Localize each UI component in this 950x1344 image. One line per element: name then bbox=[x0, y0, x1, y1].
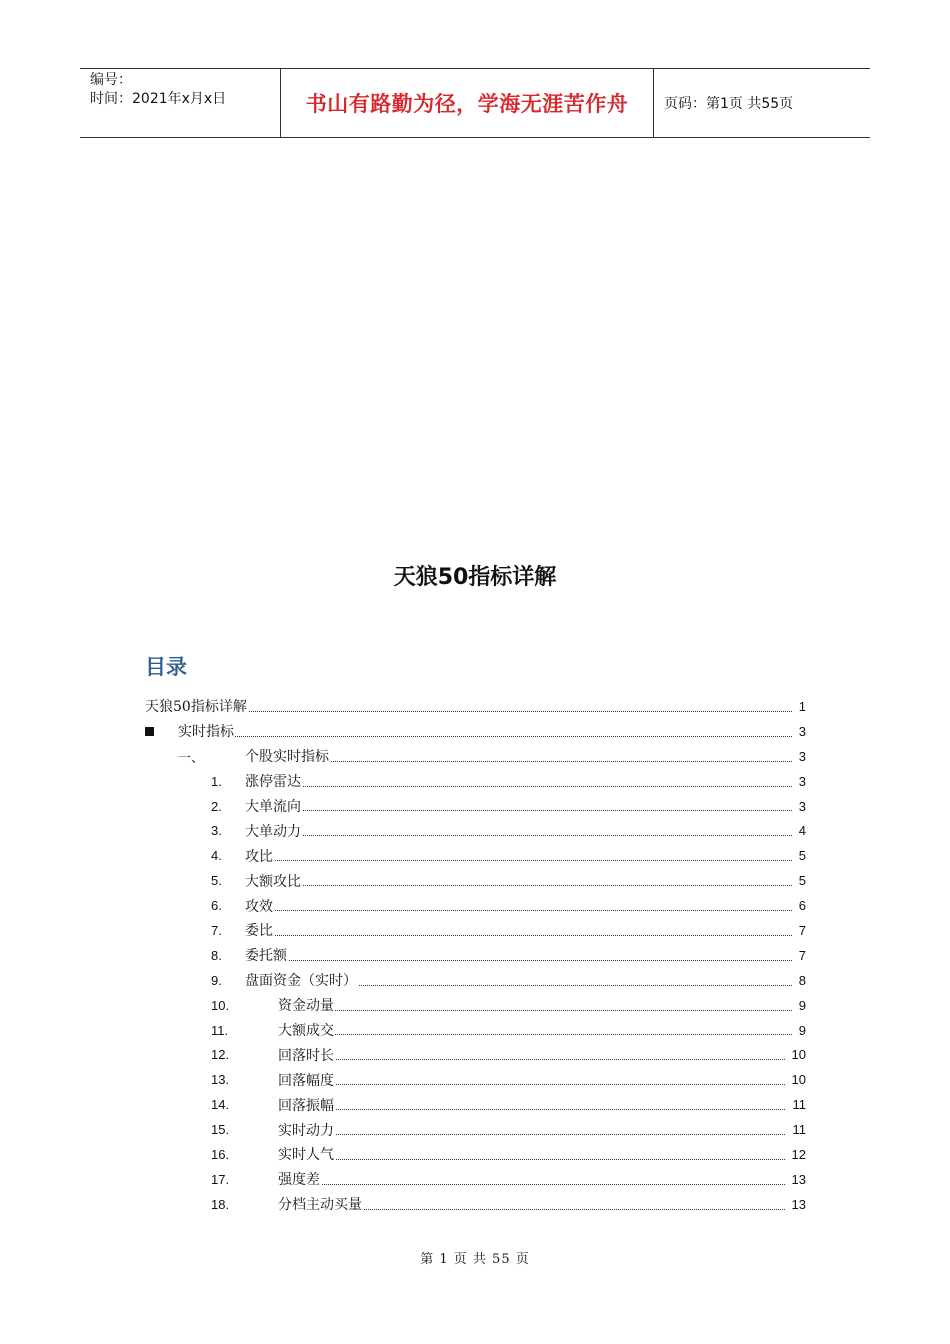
toc-entry-number: 3. bbox=[211, 823, 222, 839]
toc-entry-label: 回落振幅 bbox=[278, 1095, 335, 1115]
toc-entry-page: 5 bbox=[798, 848, 806, 864]
page-footer: 第 1 页 共 55 页 bbox=[420, 1252, 530, 1267]
toc-entry[interactable] bbox=[145, 968, 806, 993]
toc-entry-page: 11 bbox=[792, 1097, 806, 1113]
toc-entry-number: 13. bbox=[211, 1072, 230, 1088]
document-title: 天狼50指标详解 bbox=[393, 565, 557, 590]
toc-entry-label: 个股实时指标 bbox=[245, 746, 330, 766]
table-of-contents bbox=[145, 694, 806, 1217]
toc-leader-dots bbox=[245, 835, 792, 836]
toc-entry-label: 回落幅度 bbox=[278, 1070, 335, 1090]
toc-entry-number: 一、 bbox=[178, 750, 205, 766]
toc-entry-page: 3 bbox=[798, 723, 806, 739]
toc-entry-label: 攻效 bbox=[245, 896, 274, 916]
header-page-code: 页码：第1页 共55页 bbox=[664, 96, 794, 112]
toc-entry[interactable] bbox=[145, 769, 806, 794]
toc-entry-number: 2. bbox=[211, 798, 222, 814]
toc-entry-label: 天狼50指标详解 bbox=[145, 696, 248, 716]
toc-entry-label: 资金动量 bbox=[278, 995, 335, 1015]
toc-entry-number: 1. bbox=[211, 773, 222, 789]
toc-entry-page: 1 bbox=[798, 698, 806, 714]
toc-entry-number: 5. bbox=[211, 873, 222, 889]
toc-entry-number: 17. bbox=[211, 1171, 230, 1187]
toc-entry-number: 16. bbox=[211, 1146, 230, 1162]
toc-entry[interactable] bbox=[145, 843, 806, 868]
toc-entry-label: 攻比 bbox=[245, 846, 274, 866]
toc-entry-number: 7. bbox=[211, 922, 222, 938]
toc-entry-number: 8. bbox=[211, 947, 222, 963]
toc-entry-label: 强度差 bbox=[278, 1169, 321, 1189]
toc-entry-label: 实时动力 bbox=[278, 1120, 335, 1140]
toc-entry-label: 委比 bbox=[245, 920, 274, 940]
toc-entry-number: 11. bbox=[211, 1022, 229, 1038]
toc-leader-dots bbox=[278, 1159, 785, 1160]
toc-leader-dots bbox=[245, 910, 792, 911]
toc-entry-page: 11 bbox=[792, 1122, 806, 1138]
header-motto: 书山有路勤为径，学海无涯苦作舟 bbox=[281, 69, 654, 137]
toc-entry[interactable] bbox=[145, 794, 806, 819]
toc-entry-page: 3 bbox=[798, 798, 806, 814]
toc-leader-dots bbox=[278, 1010, 792, 1011]
time-label: 时间：2021年x月x日 bbox=[90, 91, 227, 107]
toc-entry-page: 6 bbox=[798, 898, 806, 914]
toc-entry[interactable] bbox=[145, 1192, 806, 1217]
toc-entry[interactable] bbox=[145, 1117, 806, 1142]
toc-leader-dots bbox=[245, 860, 792, 861]
toc-entry-page: 9 bbox=[798, 997, 806, 1013]
toc-entry-label: 涨停雷达 bbox=[245, 771, 302, 791]
toc-entry-label: 实时指标 bbox=[178, 721, 235, 741]
toc-leader-dots bbox=[245, 885, 792, 886]
toc-entry[interactable] bbox=[145, 1167, 806, 1192]
header-meta bbox=[80, 69, 281, 137]
toc-leader-dots bbox=[278, 1084, 785, 1085]
toc-entry[interactable] bbox=[145, 1042, 806, 1067]
toc-entry[interactable] bbox=[145, 818, 806, 843]
serial-label: 编号： bbox=[90, 72, 132, 88]
toc-entry-page: 13 bbox=[791, 1171, 806, 1187]
toc-leader-dots bbox=[245, 960, 792, 961]
toc-entry-page: 10 bbox=[791, 1047, 806, 1063]
toc-leader-dots bbox=[278, 1134, 785, 1135]
toc-entry[interactable] bbox=[145, 1018, 806, 1043]
toc-entry[interactable] bbox=[145, 744, 806, 769]
toc-entry-page: 13 bbox=[791, 1196, 806, 1212]
toc-bullet bbox=[145, 727, 154, 736]
toc-entry-page: 3 bbox=[798, 748, 806, 764]
toc-leader-dots bbox=[278, 1109, 785, 1110]
toc-entry-label: 盘面资金（实时） bbox=[245, 970, 358, 990]
toc-entry-label: 大单动力 bbox=[245, 821, 302, 841]
toc-heading: 目录 bbox=[145, 655, 187, 679]
toc-leader-dots bbox=[278, 1059, 785, 1060]
toc-entry-page: 9 bbox=[798, 1022, 806, 1038]
toc-entry-label: 分档主动买量 bbox=[278, 1194, 363, 1214]
toc-entry[interactable] bbox=[145, 719, 806, 744]
toc-entry[interactable] bbox=[145, 868, 806, 893]
toc-leader-dots bbox=[245, 786, 792, 787]
toc-entry[interactable] bbox=[145, 694, 806, 719]
toc-entry-page: 12 bbox=[791, 1146, 806, 1162]
toc-leader-dots bbox=[278, 1034, 792, 1035]
toc-entry[interactable] bbox=[145, 918, 806, 943]
toc-leader-dots bbox=[178, 736, 792, 737]
toc-entry-page: 5 bbox=[798, 873, 806, 889]
toc-entry-page: 3 bbox=[798, 773, 806, 789]
header-table bbox=[80, 68, 870, 138]
toc-entry-page: 7 bbox=[798, 922, 806, 938]
toc-entry[interactable] bbox=[145, 1142, 806, 1167]
toc-leader-dots bbox=[245, 935, 792, 936]
toc-entry-number: 15. bbox=[211, 1122, 230, 1138]
toc-entry-number: 9. bbox=[211, 972, 222, 988]
toc-entry-number: 12. bbox=[211, 1047, 230, 1063]
toc-entry[interactable] bbox=[145, 1092, 806, 1117]
toc-entry-label: 大额成交 bbox=[278, 1020, 335, 1040]
toc-entry[interactable] bbox=[145, 993, 806, 1018]
toc-entry-number: 10. bbox=[211, 997, 230, 1013]
toc-entry-page: 4 bbox=[798, 823, 806, 839]
toc-entry[interactable] bbox=[145, 893, 806, 918]
toc-leader-dots bbox=[245, 810, 792, 811]
toc-entry[interactable] bbox=[145, 1067, 806, 1092]
toc-entry-number: 4. bbox=[211, 848, 222, 864]
toc-entry-label: 大额攻比 bbox=[245, 871, 302, 891]
toc-entry[interactable] bbox=[145, 943, 806, 968]
toc-entry-label: 回落时长 bbox=[278, 1045, 335, 1065]
toc-entry-label: 实时人气 bbox=[278, 1144, 335, 1164]
toc-leader-dots bbox=[278, 1184, 785, 1185]
toc-entry-label: 大单流向 bbox=[245, 796, 302, 816]
toc-entry-label: 委托额 bbox=[245, 945, 288, 965]
toc-entry-number: 6. bbox=[211, 898, 222, 914]
toc-entry-page: 8 bbox=[798, 972, 806, 988]
toc-entry-number: 14. bbox=[211, 1097, 230, 1113]
toc-entry-page: 10 bbox=[791, 1072, 806, 1088]
toc-entry-page: 7 bbox=[798, 947, 806, 963]
toc-entry-number: 18. bbox=[211, 1196, 230, 1212]
